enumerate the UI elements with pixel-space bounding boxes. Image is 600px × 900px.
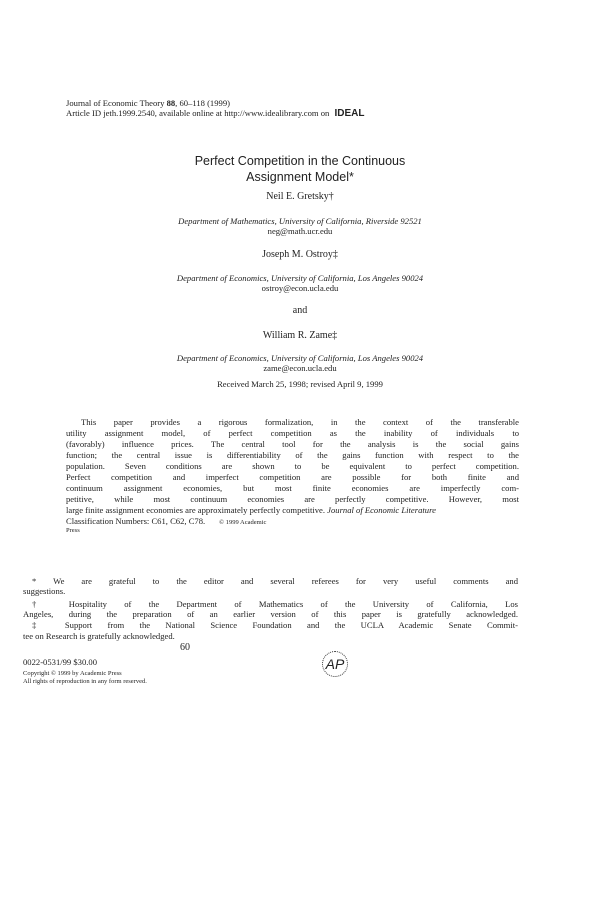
- article-line: Article ID jeth.1999.2540, available online at http://www.idealibrary.com on: [66, 108, 330, 118]
- rights-reserved: All rights of reproduction in any form reserved.: [23, 678, 147, 685]
- journal-name: Journal of Economic Theory: [66, 98, 167, 108]
- author-name: Joseph M. Ostroy‡: [262, 249, 338, 260]
- footnote-line: tee on Research is gratefully acknowledged.: [23, 631, 175, 641]
- and-text: and: [292, 305, 308, 316]
- abstract-line: utility assignment model, of perfect competition as the inability of individuals to: [66, 428, 519, 438]
- abstract-line: function; the central issue is differentiability of the gains function with respect to the: [66, 450, 519, 460]
- abstract-line: continuum assignment economies, but most finite economies are imperfectly com-: [66, 483, 519, 493]
- author-name: William R. Zame‡: [262, 330, 338, 341]
- abstract-line: petitive, while most continuum economies are perfectly competitive. However, most: [66, 494, 519, 504]
- journal-citation: [66, 98, 230, 108]
- abstract-line: [66, 505, 436, 515]
- author-name: Neil E. Gretsky†: [266, 191, 334, 202]
- received-dates: Received March 25, 1998; revised April 9, 1999: [217, 379, 383, 389]
- footnote-line: Angeles, during the preparation of an earlier version of this paper is gratefully acknowledged.: [23, 609, 518, 619]
- footnote-line: suggestions.: [23, 586, 66, 596]
- title-line-1: Perfect Competition in the Continuous: [194, 154, 406, 168]
- issn-price: 0022-0531/99 $30.00: [23, 657, 97, 667]
- jel-journal: Journal of Economic Literature: [327, 505, 436, 515]
- copyright: Copyright © 1999 by Academic Press: [23, 670, 122, 677]
- volume: 88: [166, 98, 176, 108]
- footnote-line: * We are grateful to the editor and several referees for very useful comments and: [32, 576, 518, 586]
- abstract-text: large finite assignment economies are approximately perfectly competitive.: [66, 505, 325, 515]
- author-affiliation: Department of Economics, University of California, Los Angeles 90024: [176, 273, 424, 283]
- jel-codes: Classification Numbers: C61, C62, C78.: [66, 516, 206, 526]
- author-affiliation: Department of Economics, University of California, Los Angeles 90024: [176, 353, 424, 363]
- abstract-line: [66, 516, 266, 528]
- article-id-line: [66, 108, 364, 119]
- pages: , 60–118 (1999): [175, 98, 230, 108]
- abstract-line: Perfect competition and imperfect competition are possible for both finite and: [66, 472, 519, 482]
- academic-press-logo: AP: [322, 651, 348, 677]
- abstract-line: (favorably) influence prices. The central tool for the analysis is the social gains: [66, 439, 519, 449]
- abstract-line: population. Seven conditions are shown to be equivalent to perfect competition.: [66, 461, 519, 471]
- abstract-press: Press: [66, 527, 80, 534]
- footnote-line: ‡ Support from the National Science Foundation and the UCLA Academic Senate Commit-: [32, 620, 518, 630]
- author-email: zame@econ.ucla.edu: [263, 363, 337, 373]
- page-number: 60: [180, 642, 190, 653]
- author-email: ostroy@econ.ucla.edu: [261, 283, 339, 293]
- title-line-2: Assignment Model*: [246, 170, 354, 184]
- footnote-line: † Hospitality of the Department of Mathematics of the University of California, Los: [32, 599, 518, 609]
- author-affiliation: Department of Mathematics, University of California, Riverside 92521: [178, 216, 422, 226]
- abstract-line: This paper provides a rigorous formalization, in the context of the transferable: [81, 417, 519, 427]
- author-email: neg@math.ucr.edu: [267, 226, 333, 236]
- abstract-copyright: © 1999 Academic: [219, 519, 267, 526]
- ideal-logo: IDEAL: [334, 108, 365, 119]
